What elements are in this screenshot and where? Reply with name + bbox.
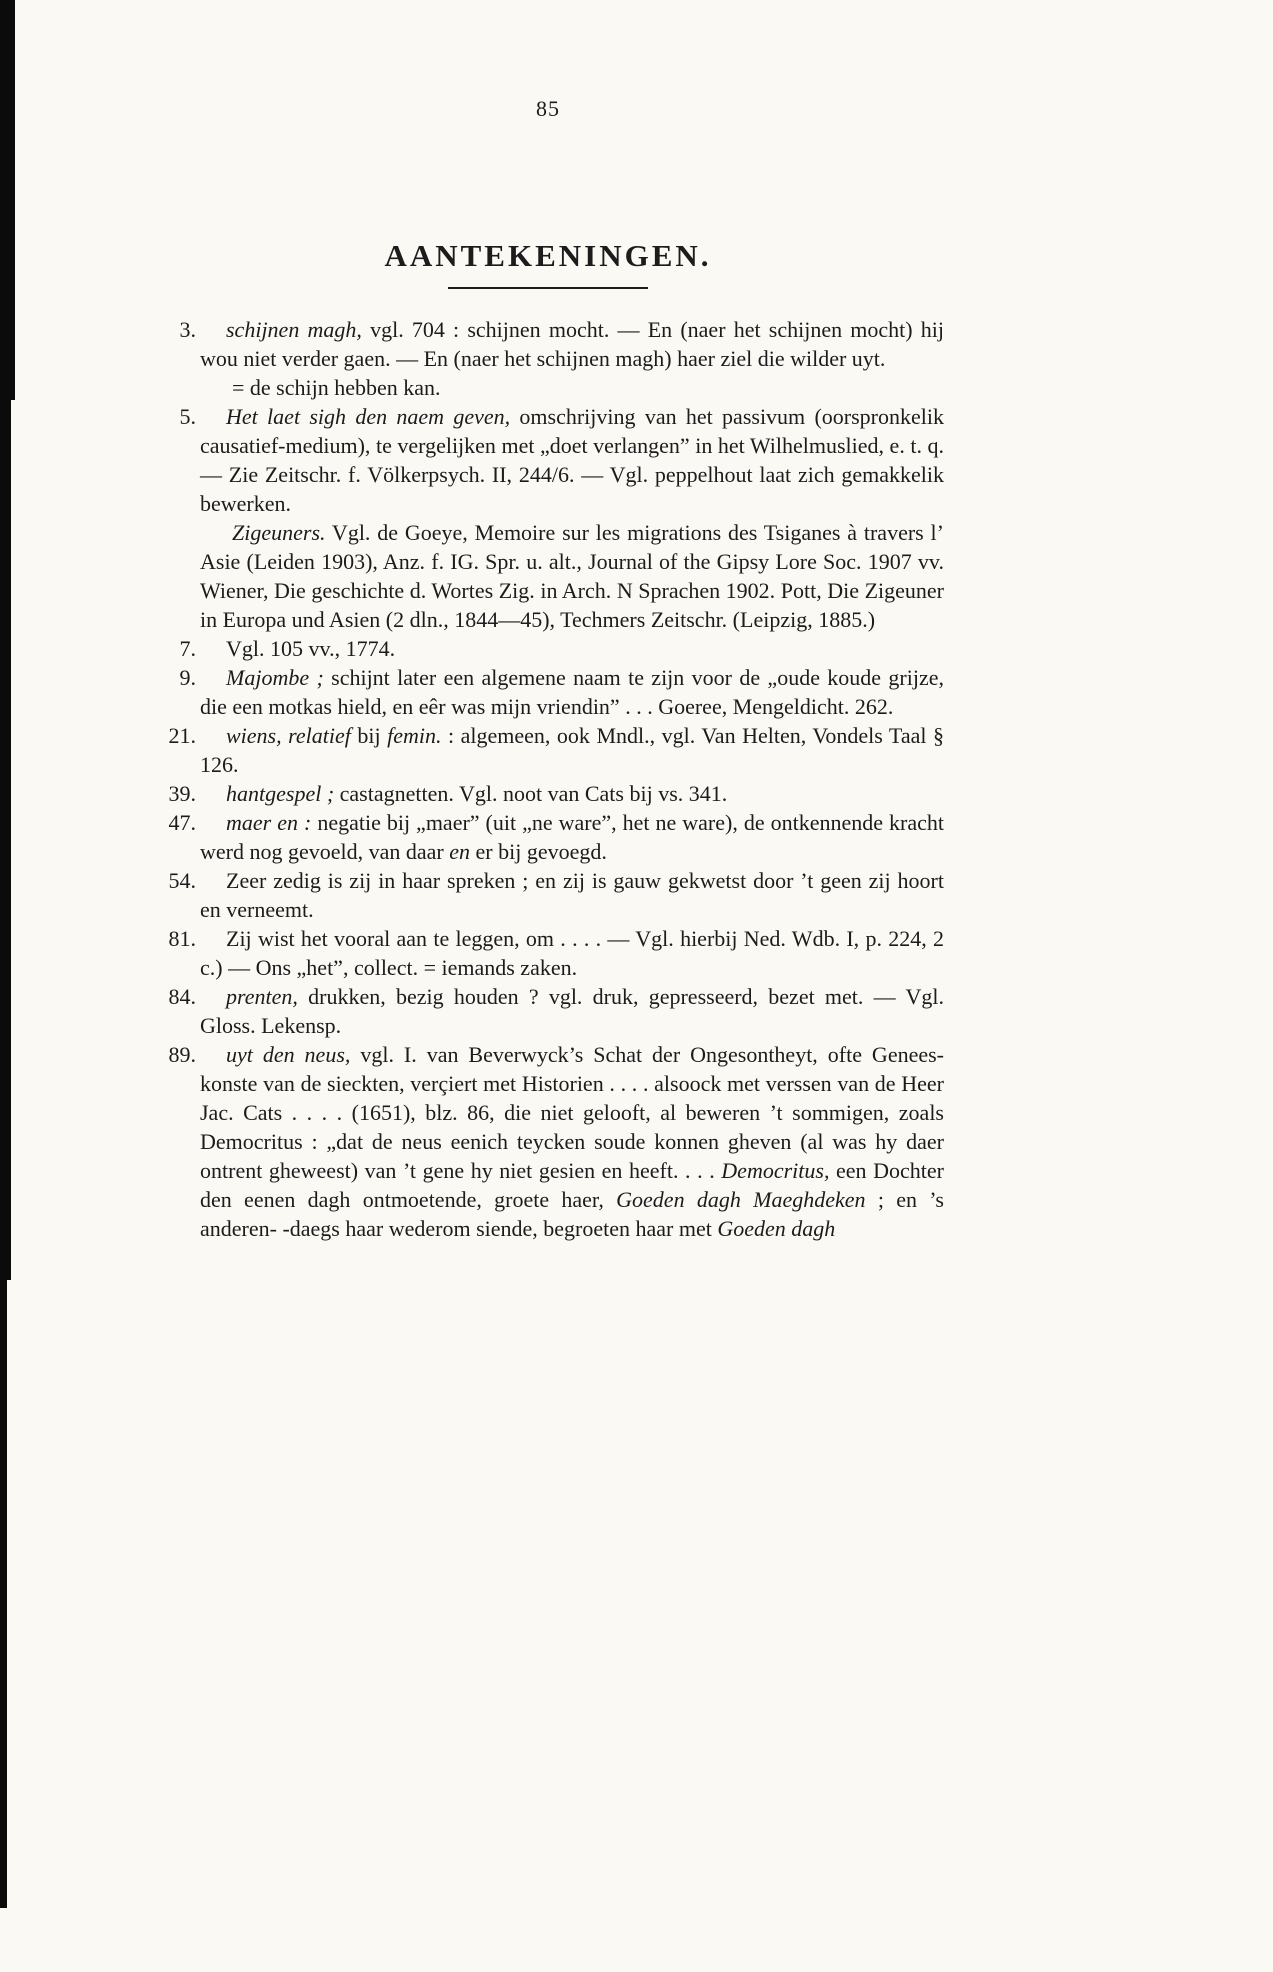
note-paragraph-first — [152, 808, 944, 866]
note-item — [152, 721, 944, 779]
italic-text-run: Democritus, — [721, 1158, 830, 1183]
title-rule — [448, 287, 648, 289]
note-number: 21. — [168, 723, 196, 748]
note-paragraph-first — [152, 1040, 944, 1243]
note-paragraph-first — [152, 779, 944, 808]
text-run: Vgl. de Goeye, Memoire sur les migrations des Tsiganes à travers l’ Asie (Leiden 1903), Anz. f. IG. Spr. u. alt., Journal of the Gipsy Lore Soc. 1907 vv. Wiener, Die geschichte d. Wortes Zig. in Arch. N Sprachen 1902. Pott, Die Zigeuner in Europa und Asien (2 dln., 1844—45), Techmers Zeitschr. (Leipzig, 1885.) — [200, 520, 944, 632]
italic-text-run: Majombe ; — [226, 665, 324, 690]
italic-text-run: schijnen magh, — [226, 317, 362, 342]
text-run: er bij gevoegd. — [470, 839, 607, 864]
text-run: een Dochter den eenen dagh ontmoetende, groete haer, — [200, 1158, 944, 1212]
note-item — [152, 982, 944, 1040]
text-run: bij — [350, 723, 388, 748]
italic-text-run: femin. — [387, 723, 442, 748]
text-run: Zij wist het vooral aan te leggen, om . . . . — Vgl. hierbij Ned. Wdb. I, p. 224, 2 c.) — Ons „het”, collect. = iemands zaken. — [200, 926, 944, 980]
italic-text-run: prenten, — [226, 984, 298, 1009]
text-run: negatie bij „maer” (uit „ne ware”, het ne ware), de ontkennende kracht werd nog gevoeld, van daar — [200, 810, 944, 864]
text-run: = de schijn hebben kan. — [232, 375, 441, 400]
note-paragraph-first — [152, 663, 944, 721]
text-run: omschrijving van het passivum (oorspronkelik causatief-medium), te vergelijken met „doet verlangen” in het Wilhelmuslied, e. t. q. — Zie Zeitschr. f. Völkerpsych. II, 244/6. — Vgl. peppelhout laat zich gemakkelik bewerken. — [200, 404, 944, 516]
note-number: 47. — [168, 810, 196, 835]
page-title: AANTEKENINGEN. — [384, 238, 712, 273]
text-run: Vgl. 105 vv., 1774. — [226, 636, 396, 661]
note-number: 9. — [179, 665, 196, 690]
text-run: : algemeen, ook Mndl., vgl. Van Helten, Vondels Taal § 126. — [200, 723, 944, 777]
page-content — [152, 0, 944, 1243]
italic-text-run: Goeden dagh Maeghdeken — [616, 1187, 866, 1212]
note-number: 89. — [168, 1042, 196, 1067]
scan-edge-artifact — [0, 400, 11, 1280]
note-item — [152, 315, 944, 402]
note-paragraph-first — [152, 315, 944, 373]
text-run: castagnetten. Vgl. noot van Cats bij vs. 341. — [334, 781, 728, 806]
note-item — [152, 663, 944, 721]
note-item — [152, 808, 944, 866]
italic-text-run: Goeden dagh — [717, 1216, 836, 1241]
italic-text-run: hantgespel ; — [226, 781, 335, 806]
text-run: vgl. 704 : schijnen mocht. — En (naer het schijnen mocht) hij wou niet verder gaen. — En (naer het schijnen magh) haer ziel die wilder uyt. — [200, 317, 944, 371]
note-item — [152, 402, 944, 634]
note-number: 5. — [179, 404, 196, 429]
note-paragraph-first — [152, 402, 944, 518]
note-number: 7. — [179, 636, 196, 661]
note-paragraph-first — [152, 634, 944, 663]
italic-text-run: maer en : — [226, 810, 312, 835]
note-paragraph-first — [152, 924, 944, 982]
page-number: 85 — [536, 96, 560, 121]
italic-text-run: en — [449, 839, 471, 864]
note-item — [152, 866, 944, 924]
scan-edge-artifact — [0, 0, 15, 400]
italic-text-run: Zigeuners. — [232, 520, 326, 545]
scan-edge-artifact — [0, 1280, 7, 1908]
note-number: 81. — [168, 926, 196, 951]
note-item — [152, 634, 944, 663]
text-run: Zeer zedig is zij in haar spreken ; en zij is gauw gekwetst door ’t geen zij hoort en verneemt. — [200, 868, 944, 922]
note-paragraph-first — [152, 721, 944, 779]
text-run: vgl. I. van Beverwyck’s Schat der Ongesontheyt, ofte Genees-konste van de sieckten, verçiert met Historien . . . . alsoock met verssen van de Heer Jac. Cats . . . . (1651), blz. 86, die niet gelooft, al beweren ’t sommigen, zoals Democritus : „dat de neus eenich teycken soude konnen gheven (al was hy daer ontrent gheweest) van ’t gene hy niet gesien en heeft. . . . — [200, 1042, 944, 1183]
note-item — [152, 924, 944, 982]
note-number: 39. — [168, 781, 196, 806]
note-paragraph-first — [152, 982, 944, 1040]
italic-text-run: wiens, relatief — [226, 723, 351, 748]
note-item — [152, 779, 944, 808]
text-run: schijnt later een algemene naam te zijn voor de „oude koude grijze, die een motkas hield, en eêr was mijn vriendin” . . . Goeree, Mengeldicht. 262. — [200, 665, 945, 719]
notes-list — [152, 315, 944, 1243]
note-number: 3. — [179, 317, 196, 342]
note-item — [152, 1040, 944, 1243]
note-paragraph — [152, 518, 944, 634]
text-run: ; en ’s anderen- -daegs haar wederom siende, begroeten haar met — [200, 1187, 944, 1241]
note-number: 54. — [168, 868, 196, 893]
italic-text-run: uyt den neus, — [226, 1042, 351, 1067]
italic-text-run: Het laet sigh den naem geven, — [226, 404, 511, 429]
note-number: 84. — [168, 984, 196, 1009]
note-paragraph-first — [152, 866, 944, 924]
text-run: drukken, bezig houden ? vgl. druk, gepresseerd, bezet met. — Vgl. Gloss. Lekensp. — [200, 984, 944, 1038]
note-paragraph — [152, 373, 944, 402]
